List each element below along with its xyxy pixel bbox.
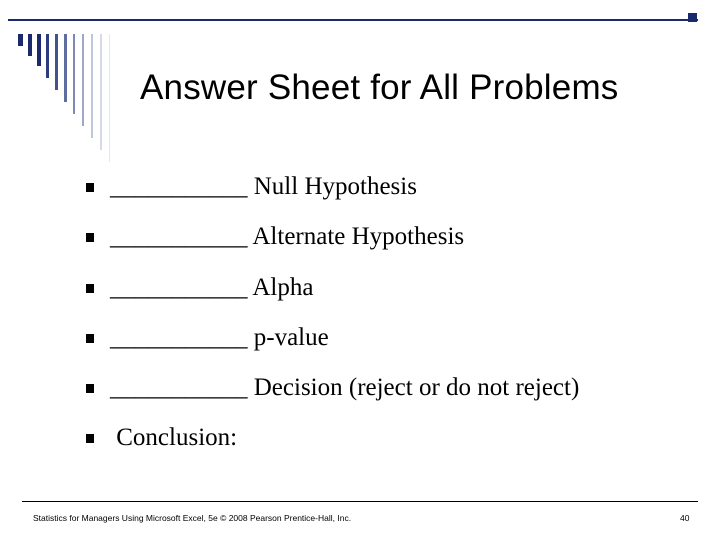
slide-title: Answer Sheet for All Problems	[140, 68, 619, 107]
item-text: ___________ p-value	[110, 324, 329, 351]
decorative-bar	[18, 34, 23, 46]
answer-item-decision	[86, 373, 579, 403]
decorative-bar	[73, 34, 75, 114]
decorative-bar	[100, 34, 102, 150]
decorative-bar	[46, 34, 49, 78]
answer-item-null-hypothesis	[86, 172, 417, 202]
item-text: Conclusion:	[110, 424, 238, 451]
page-number: 40	[680, 513, 690, 523]
top-rule-divider	[8, 19, 698, 21]
decorative-bar	[82, 34, 84, 126]
item-text: ___________ Alpha	[110, 274, 314, 301]
square-bullet-icon	[86, 434, 94, 443]
footer-divider	[22, 501, 698, 502]
decorative-bar	[109, 34, 110, 162]
answer-item-p-value	[86, 323, 329, 353]
decorative-bar	[91, 34, 93, 138]
square-bullet-icon	[86, 384, 94, 393]
square-bullet-icon	[86, 284, 94, 293]
answer-item-alpha	[86, 273, 313, 303]
answer-item-conclusion	[86, 423, 237, 453]
item-text: ___________ Alternate Hypothesis	[110, 223, 465, 250]
answer-item-alternate-hypothesis	[86, 222, 464, 252]
corner-square-decoration	[688, 13, 697, 22]
decorative-bar	[64, 34, 67, 102]
vertical-bars-decoration	[18, 34, 128, 164]
square-bullet-icon	[86, 233, 94, 242]
decorative-bar	[37, 34, 41, 66]
decorative-bar	[55, 34, 58, 90]
item-text: ___________ Null Hypothesis	[110, 173, 417, 200]
square-bullet-icon	[86, 334, 94, 343]
item-text: ___________ Decision (reject or do not reject)	[110, 374, 580, 401]
decorative-bar	[28, 34, 32, 56]
square-bullet-icon	[86, 183, 94, 192]
footer-text: Statistics for Managers Using Microsoft Excel, 5e © 2008 Pearson Prentice-Hall, Inc.	[33, 513, 352, 523]
